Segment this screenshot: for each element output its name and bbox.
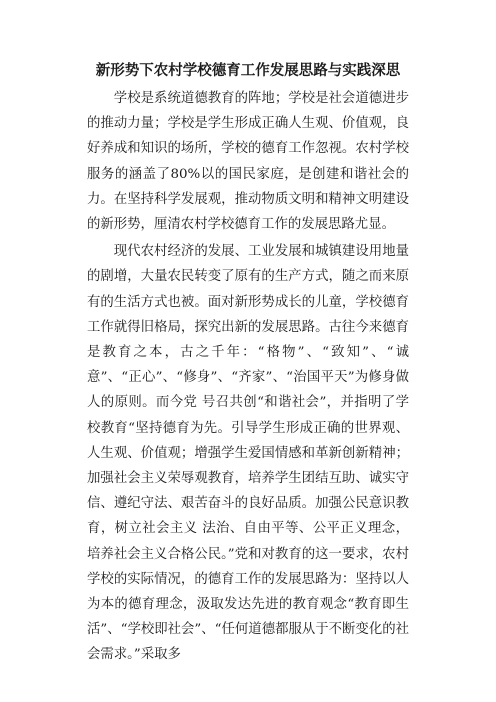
document-page <box>87 60 409 670</box>
document-title: 新形势下农村学校德育工作发展思路与实践深思 <box>95 63 401 79</box>
paragraph-2: 现代农村经济的发展、工业发展和城镇建设用地量的剧增，大量农民转变了原有的生产方式，随之而来原有的生活方式也被。面对新形势成长的儿童，学校德育工作就得旧格局，探究出新的发展思路。古往今来德育是教育之本，古之千年：“格物”、“致知”、“诚意”、“正心”、“修身”、“齐家”、“治国平天”为修身做人的原则。而今党 号召共创“和谐社会”，并指明了学校教育“坚持德育为先。引导学生形成正确的世界观、人生观、价值观；增强学生爱国情感和革新创新精神；加强社会主义荣辱观教育，培养学生团结互助、诚实守信、遵纪守法、艰苦奋斗的良好品质。加强公民意识教育，树立社会主义 法治、自由平等、公平正义理念，培养社会主义合格公民。”党和对教育的这一要求，农村学校的实际情况，的德育工作的发展思路为：坚持以人为本的德育理念，汲取发达先进的教育观念“教育即生活”、“学校即社会”、“任何道德都服从于不断变化的社会需求。”采取多 <box>87 244 409 663</box>
paragraph-1: 学校是系统道德教育的阵地；学校是社会道德进步的推动力量；学校是学生形成正确人生观、价值观，良好养成和知识的场所，学校的德育工作忽视。农村学校服务的涵盖了80%以的国民家庭，是创建和谐社会的力。在坚持科学发展观，推动物质文明和精神文明建设的新形势，厘清农村学校德育工作的发展思路尤显。 <box>87 91 409 233</box>
